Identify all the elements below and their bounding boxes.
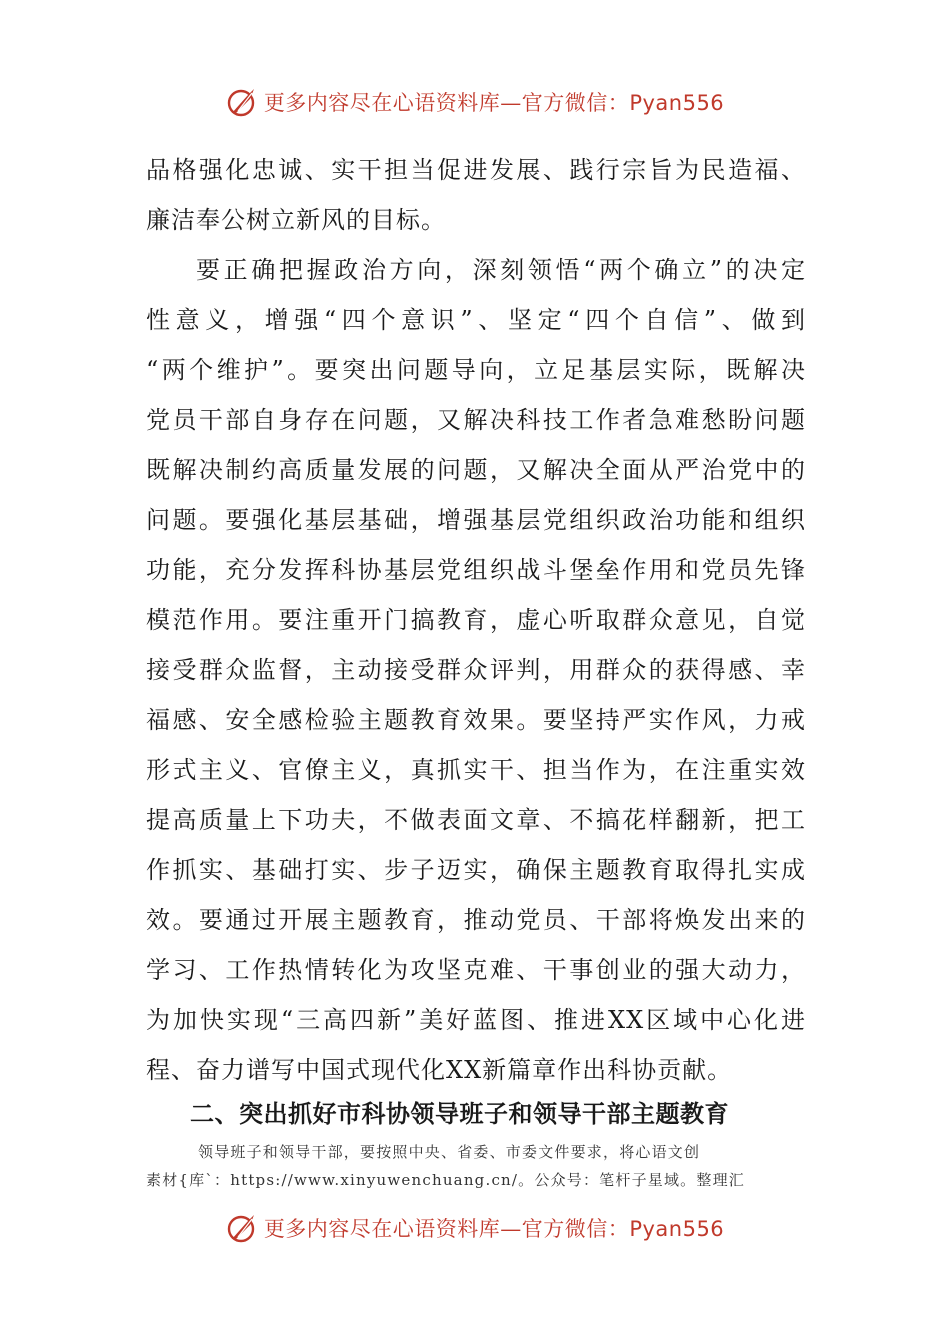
- text-line: 功能，充分发挥科协基层党组织战斗堡垒作用和党员先锋: [146, 556, 806, 584]
- text-line: 形式主义、官僚主义，真抓实干、担当作为，在注重实效: [146, 756, 806, 784]
- wechat-id: Pyan556: [629, 1217, 725, 1241]
- footer-banner: [0, 1208, 950, 1248]
- text-line: 廉洁奉公树立新风的目标。: [146, 206, 446, 234]
- text-line: 作抓实、基础打实、步子迈实，确保主题教育取得扎实成: [146, 856, 806, 884]
- text-line: 程、奋力谱写中国式现代化XX新篇章作出科协贡献。: [146, 1056, 733, 1084]
- text-line: “两个维护”。要突出问题导向，立足基层实际，既解决: [146, 356, 806, 384]
- text-line: 接受群众监督，主动接受群众评判，用群众的获得感、幸: [146, 656, 806, 684]
- banner-text: 更多内容尽在心语资料库—官方微信：Pyan556: [263, 91, 725, 115]
- small-text-line: 领导班子和领导干部，要按照中央、省委、市委文件要求，将心语文创: [198, 1143, 701, 1161]
- text-line: 问题。要强化基层基础，增强基层党组织政治功能和组织: [146, 506, 806, 534]
- quill-logo-icon: [226, 85, 260, 119]
- text-line: 福感、安全感检验主题教育效果。要坚持严实作风，力戒: [146, 706, 806, 734]
- header-banner: [0, 82, 950, 122]
- wechat-id: Pyan556: [629, 91, 725, 115]
- text-line: 品格强化忠诚、实干担当促进发展、践行宗旨为民造福、: [146, 156, 806, 184]
- text-line: 党员干部自身存在问题，又解决科技工作者急难愁盼问题: [146, 406, 806, 434]
- text-line: 效。要通过开展主题教育，推动党员、干部将焕发出来的: [146, 906, 806, 934]
- text-line: 为加快实现“三高四新”美好蓝图、推进XX区域中心化进: [146, 1006, 806, 1034]
- text-line: 模范作用。要注重开门搞教育，虚心听取群众意见，自觉: [146, 606, 806, 634]
- text-line: 学习、工作热情转化为攻坚克难、干事创业的强大动力，: [146, 956, 806, 984]
- quill-logo-icon: [226, 1211, 260, 1245]
- text-line: 要正确把握政治方向，深刻领悟“两个确立”的决定: [196, 256, 806, 284]
- text-line: 性意义，增强“四个意识”、坚定“四个自信”、做到: [146, 306, 806, 334]
- banner-text: 更多内容尽在心语资料库—官方微信：Pyan556: [263, 1217, 725, 1241]
- document-body: [146, 145, 806, 1095]
- small-text-line: 素材{库`：https://www.xinyuwenchuang.cn/。公众号：笔杆子星域。整理汇: [146, 1171, 745, 1189]
- text-line: 既解决制约高质量发展的问题，又解决全面从严治党中的: [146, 456, 806, 484]
- section-heading: 二、突出抓好市科协领导班子和领导干部主题教育: [190, 1100, 729, 1128]
- text-line: 提高质量上下功夫，不做表面文章、不搞花样翻新，把工: [146, 806, 806, 834]
